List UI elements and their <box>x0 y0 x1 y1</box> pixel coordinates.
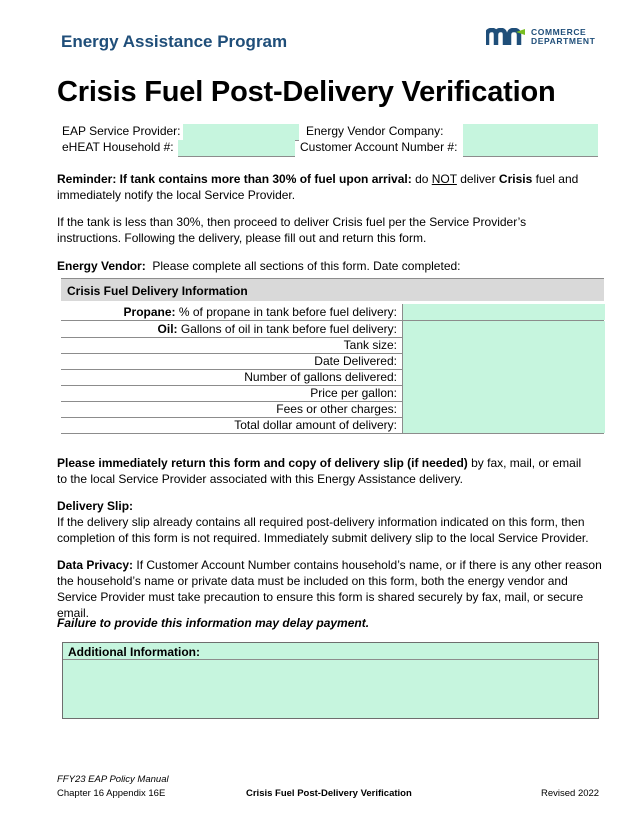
row-label-text: Tank size: <box>343 338 397 352</box>
row-label-bold: Oil: <box>157 322 178 336</box>
table-row <box>61 353 604 370</box>
row-label-text: % of propane in tank before fuel delivery: <box>175 305 397 319</box>
commerce-logo <box>486 28 595 46</box>
eheat-household-label: eHEAT Household #: <box>62 140 174 154</box>
table-row <box>61 337 604 354</box>
return-paragraph <box>57 455 592 487</box>
price-per-gallon-field[interactable] <box>402 385 605 401</box>
table-row <box>61 417 604 434</box>
table-row <box>61 401 604 418</box>
row-label <box>244 370 397 384</box>
delivery-table-title: Crisis Fuel Delivery Information <box>67 284 248 298</box>
row-label <box>310 386 397 400</box>
row-label <box>344 338 397 352</box>
eap-provider-label: EAP Service Provider: <box>62 124 181 138</box>
vendor-instructions <box>57 258 587 274</box>
privacy-paragraph <box>57 557 602 621</box>
delivery-slip-heading: Delivery Slip: <box>57 499 134 513</box>
date-delivered-field[interactable] <box>402 353 605 369</box>
eap-provider-field[interactable] <box>183 124 299 141</box>
reminder-text-1: do <box>411 172 432 186</box>
table-row <box>61 304 604 321</box>
failure-warning: Failure to provide this information may delay payment. <box>57 616 370 630</box>
delivery-slip-section <box>57 498 592 546</box>
row-label-bold: Propane: <box>123 305 176 319</box>
row-label <box>314 354 397 368</box>
vendor-text: Please complete all sections of this form. Date completed: <box>145 259 461 273</box>
reminder-paragraph <box>57 171 587 203</box>
mn-logo-icon <box>486 28 526 46</box>
reminder-text-2: deliver <box>456 172 499 186</box>
fees-field[interactable] <box>402 401 605 417</box>
logo-text-commerce: COMMERCE <box>531 27 587 37</box>
privacy-bold: Data Privacy: <box>57 558 134 572</box>
oil-gallons-field[interactable] <box>402 321 605 337</box>
table-row <box>61 385 604 402</box>
reminder-not: NOT <box>431 172 457 186</box>
delivery-table-header <box>61 278 604 301</box>
gallons-delivered-field[interactable] <box>402 369 605 385</box>
row-label <box>124 305 397 319</box>
additional-info-label: Additional Information: <box>68 645 200 659</box>
footer-manual: FFY23 EAP Policy Manual <box>57 774 169 785</box>
tank-size-field[interactable] <box>402 337 605 353</box>
vendor-company-field[interactable] <box>463 124 598 141</box>
row-label-text: Price per gallon: <box>310 386 397 400</box>
row-label <box>276 402 397 416</box>
table-row <box>61 369 604 386</box>
delivery-slip-text: If the delivery slip already contains all required post-delivery information indicated on this form, then completion of this form is not required. Immediately submit delivery slip to the local Service Provider. <box>57 515 589 545</box>
tank-paragraph: If the tank is less than 30%, then proceed to deliver Crisis fuel per the Service Provider’s instructions. Following the delivery, please fill out and return this form. <box>57 215 527 245</box>
row-label <box>158 322 397 336</box>
additional-info-divider <box>63 659 598 660</box>
total-amount-field[interactable] <box>402 417 605 433</box>
vendor-company-label: Energy Vendor Company: <box>306 124 444 138</box>
propane-percent-field[interactable] <box>402 304 605 320</box>
row-label-text: Total dollar amount of delivery: <box>234 418 397 432</box>
row-label-text: Number of gallons delivered: <box>244 370 397 384</box>
customer-account-field[interactable] <box>463 140 598 157</box>
reminder-bold: Reminder: If tank contains more than 30% of fuel upon arrival: <box>57 172 412 186</box>
footer-chapter: Chapter 16 Appendix 16E <box>57 788 166 799</box>
program-title: Energy Assistance Program <box>61 32 288 51</box>
row-label-text: Gallons of oil in tank before fuel delivery: <box>177 322 397 336</box>
table-row <box>61 321 604 338</box>
row-label-text: Fees or other charges: <box>276 402 397 416</box>
eheat-household-field[interactable] <box>178 140 295 157</box>
row-label <box>234 418 397 432</box>
logo-text-department: DEPARTMENT <box>531 36 596 46</box>
page-title: Crisis Fuel Post-Delivery Verification <box>57 76 556 108</box>
footer-revised: Revised 2022 <box>541 788 600 799</box>
additional-info-field[interactable] <box>62 642 599 719</box>
reminder-crisis: Crisis <box>498 172 533 186</box>
row-label-text: Date Delivered: <box>314 354 397 368</box>
footer-form-title: Crisis Fuel Post-Delivery Verification <box>246 788 412 799</box>
vendor-bold: Energy Vendor: <box>57 259 146 273</box>
return-text: by fax, mail, or email to the local Service Provider associated with this Energy Assistance delivery. <box>57 456 582 486</box>
return-bold: Please immediately return this form and copy of delivery slip (if needed) <box>57 456 468 470</box>
reminder-text-3: fuel and immediately notify the local Service Provider. <box>57 172 579 202</box>
customer-account-label: Customer Account Number #: <box>300 140 458 154</box>
privacy-text: If Customer Account Number contains household’s name, or if there is any other reason the household’s name or private data must be included on this form, both the energy vendor and Service Provider must take precaution to ensure this form is shared securely by fax, mail, or secure email. <box>57 558 602 620</box>
